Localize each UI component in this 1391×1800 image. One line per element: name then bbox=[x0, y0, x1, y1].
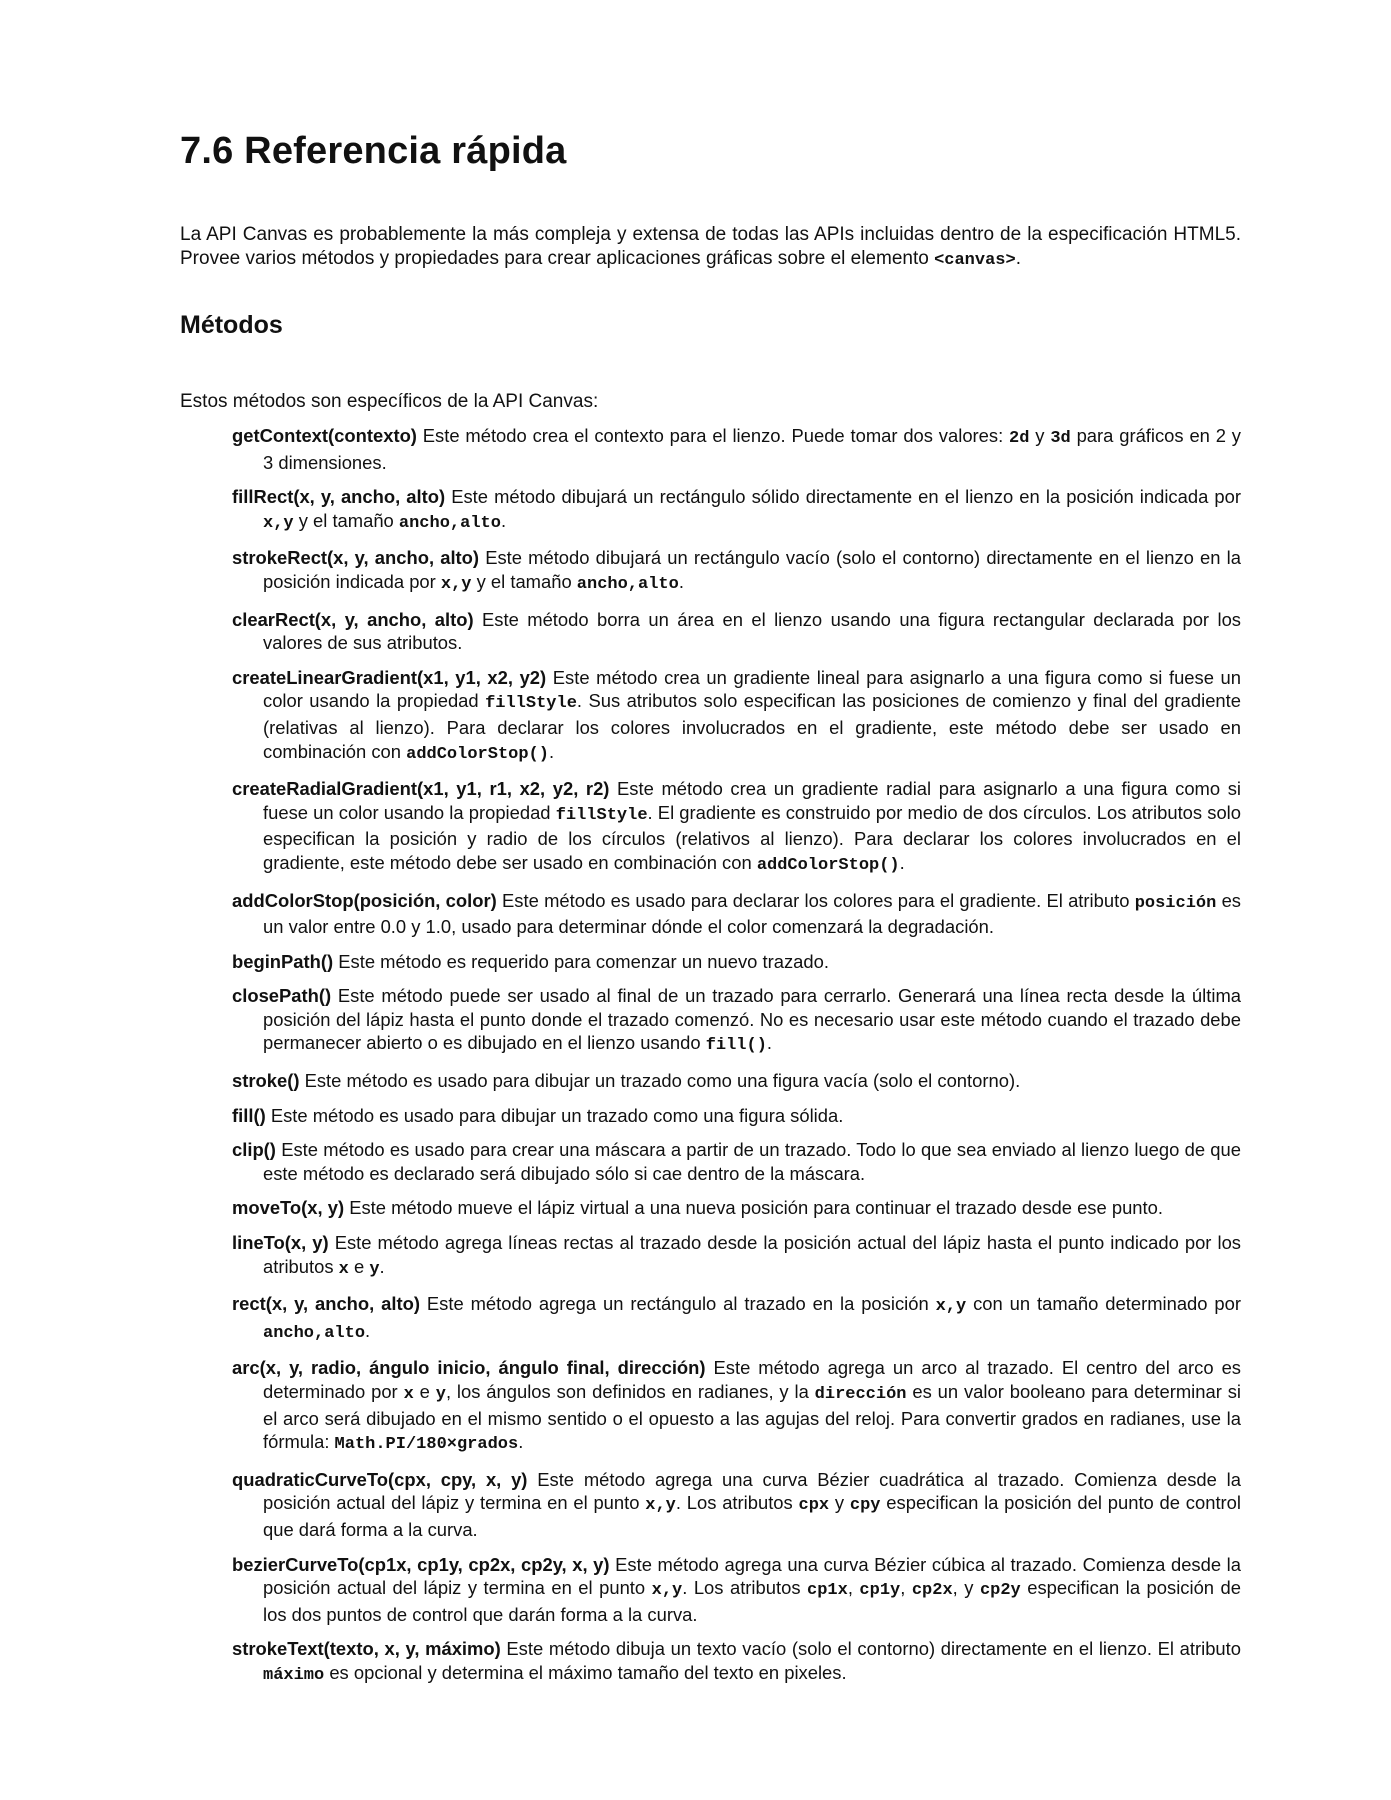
inline-code: 3d bbox=[1050, 429, 1071, 448]
method-signature: stroke() bbox=[232, 1070, 300, 1092]
inline-code: ancho,alto bbox=[576, 574, 679, 594]
method-signature: beginPath() bbox=[232, 950, 334, 972]
text-run: especifican la posición del punto de control que dará forma a la curva. bbox=[263, 1492, 1241, 1540]
method-entry bbox=[232, 889, 1241, 939]
methods-lead-text: Estos métodos son específicos de la API Canvas: bbox=[180, 391, 599, 412]
method-signature: clip() bbox=[232, 1139, 276, 1161]
text-run: Este método es usado para dibujar un trazado como una figura sólida. bbox=[265, 1104, 844, 1126]
method-entry bbox=[232, 1468, 1241, 1542]
inline-code: fillStyle bbox=[555, 805, 648, 825]
method-entry bbox=[232, 1553, 1241, 1627]
text-run: Este método es usado para dibujar un trazado como una figura vacía (solo el contorno). bbox=[299, 1070, 1021, 1092]
inline-code: x,y bbox=[440, 574, 472, 594]
inline-code: ancho,alto bbox=[263, 1323, 366, 1343]
text-run: es un valor entre 0.0 y 1.0, usado para determinar dónde el color comenzará la degradación. bbox=[263, 889, 1241, 938]
text-run: Este método mueve el lápiz virtual a una nueva posición para continuar el trazado desde ese punto. bbox=[344, 1197, 1163, 1219]
method-entry bbox=[232, 1356, 1241, 1456]
inline-code: 2d bbox=[1009, 429, 1030, 448]
text-run: e bbox=[348, 1255, 370, 1277]
text-run: . bbox=[518, 1431, 524, 1453]
method-entry bbox=[232, 608, 1241, 655]
method-signature: fill() bbox=[232, 1104, 266, 1126]
inline-code: x bbox=[338, 1259, 349, 1279]
text-run: . Los atributos bbox=[675, 1492, 799, 1514]
inline-code: x,y bbox=[935, 1297, 967, 1317]
text-run: Este método es usado para declarar los colores para el gradiente. El atributo bbox=[496, 889, 1135, 911]
text-run: con un tamaño determinado por bbox=[966, 1293, 1241, 1315]
text-run: y el tamaño bbox=[293, 509, 399, 531]
method-entry bbox=[232, 1231, 1241, 1281]
text-run: Este método puede ser usado al final de un trazado para cerrarlo. Generará una línea recta desde la última posición del lápiz hasta el punto donde el trazado comenzó. No es necesario usar este método cuando el trazado debe permanecer abierto o es dibujado en el lienzo usando bbox=[263, 985, 1241, 1054]
method-entry bbox=[232, 1292, 1241, 1345]
method-signature: clearRect(x, y, ancho, alto) bbox=[232, 608, 474, 630]
method-entry bbox=[232, 950, 1241, 974]
text-run: Este método crea un gradiente radial para asignarlo a una figura como si fuese un color usando la propiedad bbox=[263, 778, 1241, 823]
method-signature: quadraticCurveTo(cpx, cpy, x, y) bbox=[232, 1468, 528, 1490]
text-run: y el tamaño bbox=[471, 570, 577, 592]
method-entry bbox=[232, 666, 1241, 766]
section-heading: Métodos bbox=[180, 311, 283, 339]
inline-code: cpy bbox=[849, 1496, 881, 1516]
inline-code: addColorStop() bbox=[756, 855, 900, 875]
method-entry bbox=[232, 1069, 1241, 1093]
method-entry bbox=[232, 984, 1241, 1058]
method-signature: createLinearGradient(x1, y1, x2, y2) bbox=[232, 666, 547, 688]
method-entry bbox=[232, 1637, 1241, 1687]
text-run: Este método agrega una curva Bézier cúbica al trazado. Comienza desde la posición actual del lápiz y termina en el punto bbox=[263, 1553, 1241, 1599]
method-entry bbox=[232, 424, 1241, 474]
text-run: . bbox=[678, 570, 684, 592]
text-run: , bbox=[900, 1577, 912, 1599]
method-signature: rect(x, y, ancho, alto) bbox=[232, 1293, 420, 1315]
method-signature: moveTo(x, y) bbox=[232, 1197, 345, 1219]
text-run: . bbox=[365, 1319, 371, 1341]
text-run: , y bbox=[952, 1577, 980, 1599]
inline-code: ancho,alto bbox=[398, 513, 501, 533]
inline-code: posición bbox=[1134, 893, 1217, 913]
method-signature: bezierCurveTo(cp1x, cp1y, cp2x, cp2y, x, y) bbox=[232, 1553, 610, 1575]
text-run: . Sus atributos solo especifican las posiciones de comienzo y final del gradiente (relativas al lienzo). Para declarar los colores involucrados en el gradiente, este método debe ser usado en combinación con bbox=[263, 690, 1241, 762]
text-run: Este método dibujará un rectángulo vacío (solo el contorno) directamente en el lienzo en la posición indicada por bbox=[263, 547, 1241, 592]
method-entry bbox=[232, 485, 1241, 535]
text-run: e bbox=[413, 1381, 436, 1402]
inline-code: máximo bbox=[263, 1665, 325, 1685]
inline-code: x,y bbox=[263, 513, 294, 533]
method-signature: closePath() bbox=[232, 985, 332, 1007]
method-entry bbox=[232, 1196, 1241, 1220]
inline-code: cp2y bbox=[979, 1581, 1021, 1601]
text-run: Este método es requerido para comenzar un nuevo trazado. bbox=[333, 950, 829, 972]
text-run: . bbox=[1015, 248, 1021, 269]
text-run: y bbox=[829, 1492, 850, 1514]
inline-code: x bbox=[403, 1385, 414, 1404]
text-run: Este método dibujará un rectángulo sólido directamente en el lienzo en la posición indicada por bbox=[445, 486, 1241, 508]
inline-code: cp2x bbox=[911, 1581, 953, 1601]
inline-code: cp1x bbox=[807, 1581, 848, 1601]
text-run: . bbox=[548, 740, 555, 762]
text-run: , bbox=[847, 1577, 860, 1599]
inline-code: addColorStop() bbox=[406, 744, 549, 764]
text-run: Este método dibuja un texto vacío (solo el contorno) directamente en el lienzo. El atributo bbox=[500, 1638, 1241, 1660]
inline-code: y bbox=[435, 1385, 446, 1404]
inline-code: y bbox=[369, 1259, 380, 1279]
text-run: Este método agrega líneas rectas al trazado desde la posición actual del lápiz hasta el punto indicado por los atributos bbox=[263, 1232, 1241, 1277]
method-entry bbox=[232, 1104, 1241, 1128]
text-run: Este método crea un gradiente lineal para asignarlo a una figura como si fuese un color usando la propiedad bbox=[263, 666, 1242, 712]
method-signature: strokeRect(x, y, ancho, alto) bbox=[232, 547, 480, 569]
text-run: Este método agrega una curva Bézier cuadrática al trazado. Comienza desde la posición actual del lápiz y termina en el punto bbox=[263, 1468, 1241, 1514]
method-entry bbox=[232, 546, 1241, 596]
text-run: especifican la posición de los dos puntos de control que darán forma a la curva. bbox=[263, 1577, 1241, 1625]
intro-paragraph bbox=[180, 223, 1241, 273]
inline-code: fill() bbox=[705, 1036, 767, 1056]
methods-list bbox=[232, 424, 1241, 1688]
inline-code: fillStyle bbox=[485, 694, 577, 714]
method-signature: arc(x, y, radio, ángulo inicio, ángulo final, dirección) bbox=[232, 1357, 706, 1379]
method-signature: getContext(contexto) bbox=[232, 425, 417, 446]
inline-code: Math.PI/180×grados bbox=[334, 1435, 519, 1455]
text-run: . bbox=[379, 1255, 385, 1277]
text-run: . Los atributos bbox=[682, 1577, 807, 1599]
text-run: Este método crea el contexto para el lienzo. Puede tomar dos valores: bbox=[416, 425, 1010, 446]
inline-code: <canvas> bbox=[934, 251, 1016, 270]
text-run: . bbox=[899, 851, 905, 873]
method-entry bbox=[232, 777, 1241, 877]
text-run: Este método agrega un arco al trazado. El centro del arco es determinado por bbox=[263, 1357, 1242, 1402]
text-run: . bbox=[766, 1032, 773, 1054]
text-run: para gráficos en 2 y 3 dimensiones. bbox=[263, 425, 1241, 473]
text-run: . bbox=[500, 509, 507, 531]
method-signature: lineTo(x, y) bbox=[232, 1232, 329, 1254]
method-signature: fillRect(x, y, ancho, alto) bbox=[232, 486, 446, 508]
method-signature: strokeText(texto, x, y, máximo) bbox=[232, 1638, 501, 1660]
inline-code: x,y bbox=[651, 1581, 683, 1601]
text-run: La API Canvas es probablemente la más compleja y extensa de todas las APIs incluidas dentro de la especificación HTML5. Provee varios métodos y propiedades para crear aplicaciones gráficas sobre el elemento bbox=[180, 224, 1241, 269]
text-run: es opcional y determina el máximo tamaño del texto en pixeles. bbox=[324, 1661, 847, 1683]
inline-code: cpx bbox=[798, 1496, 830, 1516]
inline-code: dirección bbox=[814, 1385, 907, 1404]
text-run: , los ángulos son definidos en radianes, y la bbox=[445, 1381, 815, 1402]
text-run: y bbox=[1029, 425, 1051, 446]
text-run: Este método borra un área en el lienzo usando una figura rectangular declarada por los valores de sus atributos. bbox=[263, 608, 1241, 654]
text-run: . El gradiente es construido por medio de dos círculos. Los atributos solo especifican la posición y radio de los círculos (relativos al lienzo). Para declarar los colores involucrados en el gradiente, este método debe ser usado en combinación con bbox=[263, 801, 1241, 873]
text-run: Este método agrega un rectángulo al trazado en la posición bbox=[419, 1293, 936, 1315]
method-entry bbox=[232, 1138, 1241, 1185]
text-run: es un valor booleano para determinar si el arco será dibujado en el mismo sentido o el opuesto a las agujas del reloj. Para convertir grados en radianes, use la fórmula: bbox=[263, 1381, 1241, 1453]
inline-code: x,y bbox=[645, 1496, 676, 1516]
method-signature: createRadialGradient(x1, y1, r1, x2, y2, r2) bbox=[232, 778, 610, 800]
method-signature: addColorStop(posición, color) bbox=[232, 889, 497, 911]
text-run: Este método es usado para crear una máscara a partir de un trazado. Todo lo que sea enviado al lienzo luego de que este método es declarado será dibujado sólo si cae dentro de la máscara. bbox=[263, 1139, 1241, 1184]
page-title: 7.6 Referencia rápida bbox=[180, 130, 567, 172]
inline-code: cp1y bbox=[859, 1581, 901, 1601]
